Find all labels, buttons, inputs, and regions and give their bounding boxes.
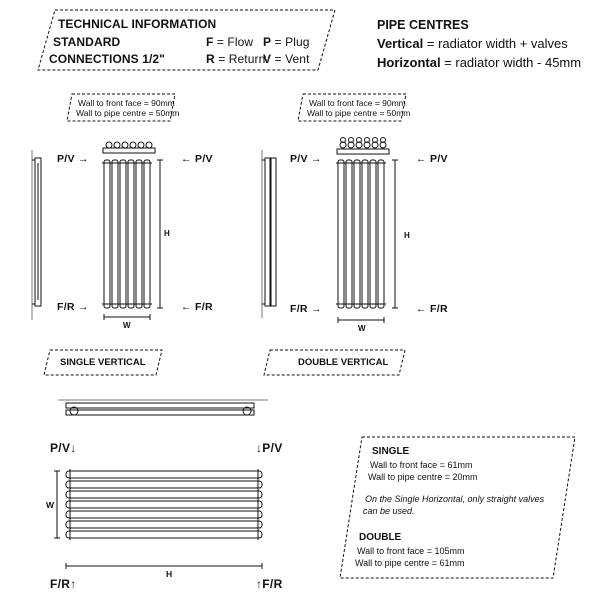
double-vertical-fr-left: F/R →	[290, 303, 322, 315]
single-vertical-wall-front: Wall to front face = 90mm	[78, 98, 175, 108]
double-vertical-fr-right: ← F/R	[416, 303, 448, 315]
double-vertical-front-view	[336, 160, 398, 323]
horizontal-height-label: H	[166, 569, 173, 579]
double-vertical-top-view	[337, 138, 389, 155]
technical-info-title: TECHNICAL INFORMATION	[58, 17, 217, 31]
pipe-centres-title: PIPE CENTRES	[377, 18, 469, 32]
single-vertical-side-view	[32, 150, 41, 320]
single-vertical-top-view	[103, 142, 155, 153]
technical-connections-label: CONNECTIONS 1/2"	[49, 52, 165, 66]
single-vertical-wall-pipe: Wall to pipe centre = 50mm	[76, 108, 180, 118]
double-vertical-height-label: H	[404, 231, 410, 240]
single-vertical-height-label: H	[164, 229, 170, 238]
double-vertical-side-view	[262, 150, 276, 318]
single-vertical-width-label: W	[123, 321, 131, 330]
legend-plug: P = Plug	[263, 35, 310, 49]
horizontal-fr-right: ↑F/R	[256, 577, 283, 591]
single-vertical-fr-left: F/R →	[57, 301, 89, 313]
double-vertical-caption: DOUBLE VERTICAL	[298, 357, 389, 368]
double-vertical-width-label: W	[358, 324, 366, 333]
double-vertical-pv-left: P/V →	[290, 153, 322, 165]
single-vertical-fr-right: ← F/R	[181, 301, 213, 313]
notes-single-pipe: Wall to pipe centre = 20mm	[368, 472, 478, 482]
single-vertical-caption: SINGLE VERTICAL	[60, 357, 146, 368]
notes-double-front: Wall to front face = 105mm	[357, 546, 465, 556]
legend-return: R = Return	[206, 52, 266, 66]
horizontal-fr-left: F/R↑	[50, 577, 77, 591]
double-vertical-wall-front: Wall to front face = 90mm	[309, 98, 406, 108]
horizontal-width-label: W	[46, 500, 55, 510]
pipe-centres-vertical: Vertical = radiator width + valves	[377, 36, 568, 51]
horizontal-top-view	[58, 400, 268, 415]
notes-single-front: Wall to front face = 61mm	[370, 460, 473, 470]
notes-single-title: SINGLE	[372, 446, 410, 457]
notes-single-restriction-line1: On the Single Horizontal, only straight valves	[365, 494, 545, 504]
horizontal-pv-right: ↓P/V	[256, 441, 283, 455]
single-vertical-front-view	[102, 160, 163, 320]
notes-double-pipe: Wall to pipe centre = 61mm	[355, 558, 465, 568]
notes-single-restriction-line2: can be used.	[363, 506, 415, 516]
horizontal-front-view	[54, 469, 262, 569]
double-vertical-wall-pipe: Wall to pipe centre = 50mm	[307, 108, 411, 118]
single-vertical-pv-left: P/V →	[57, 153, 89, 165]
pipe-centres-horizontal: Horizontal = radiator width - 45mm	[377, 55, 582, 70]
single-vertical-pv-right: ← P/V	[181, 153, 213, 165]
technical-standard-label: STANDARD	[53, 35, 121, 49]
legend-flow: F = Flow	[206, 35, 254, 49]
horizontal-pv-left: P/V↓	[50, 441, 77, 455]
notes-double-title: DOUBLE	[359, 532, 402, 543]
legend-vent: V = Vent	[263, 52, 310, 66]
double-vertical-pv-right: ← P/V	[416, 153, 448, 165]
